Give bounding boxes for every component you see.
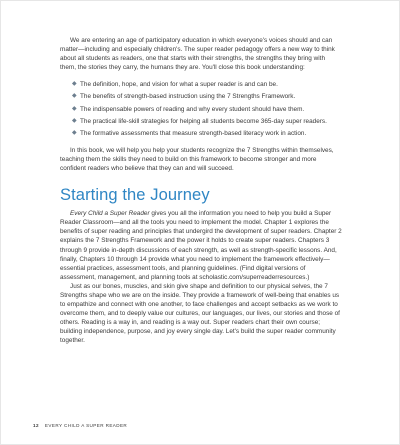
section-heading: Starting the Journey: [60, 186, 210, 205]
diamond-bullet-icon: ◆: [72, 93, 77, 100]
final-paragraph: Just as our bones, muscles, and skin give shape and definition to our physical selves, the 7 Strengths shape who we are on the inside. They provide a framework of well-being that enables us to empathize and connect with one another, to face challenges and accept setbacks as we work to overcome them, and to deeply value our cultures, our languages, our lives, our stories and those of others. Reading is a way in, and reading is a way out. Super readers chart their own course; building independence, purpose, and joy every single day. Let's build the super reader community together.: [60, 282, 340, 345]
diamond-bullet-icon: ◆: [72, 105, 77, 112]
page-content: [60, 36, 342, 346]
diamond-bullet-icon: ◆: [72, 81, 77, 88]
list-item-text: The definition, hope, and vision for what a super reader is and can be.: [80, 81, 278, 89]
diamond-bullet-icon: ◆: [72, 117, 77, 124]
list-item: [72, 105, 342, 114]
list-item: [72, 117, 342, 126]
diamond-bullet-icon: ◆: [72, 129, 77, 136]
intro-paragraph: We are entering an age of participatory education in which everyone's voices should and can matter—including and especially children's. The super reader pedagogy offers a new way to think about all students as readers, one that starts with their strengths, the strengths they bring with them, the stories they carry, the humans they are. You'll close this book understanding:: [60, 37, 335, 72]
running-title: EVERY CHILD A SUPER READER: [44, 423, 128, 428]
book-title-italic: Every Child a Super Reader: [70, 210, 150, 218]
learning-outcomes-list: [60, 80, 342, 137]
list-item-text: The indispensable powers of reading and why every student should have them.: [80, 105, 305, 113]
list-item: [72, 80, 342, 89]
list-item-text: The benefits of strength-based instruction using the 7 Strengths Framework.: [80, 93, 296, 101]
list-item: [72, 129, 342, 138]
journey-paragraph-text: gives you all the information you need to help you build a Super Reader Classroom—and all the tools you need to implement the model. Chapter 1 explores the benefits of super reading and principles that undergird the development of super readers. Chapter 2 explains the 7 Strengths Framework and the power it holds to create super readers. Chapters 3 through 9 provide in-depth discussions of each strength, as well as strength-specific lessons. And, finally, Chapters 10 through 14 provide what you need to implement the framework effectively—essential practices, assessment tools, and planning guidelines. (Find digital versions of assessment, management, and planning tools at scholastic.com/superreaderresources.): [60, 210, 342, 281]
journey-paragraph: [60, 209, 342, 282]
list-item: [72, 92, 342, 101]
after-list-paragraph: In this book, we will help you help your students recognize the 7 Strengths within themselves, teaching them the skills they need to build on this framework to become stronger and more confident readers who believe that they can and will succeed.: [60, 146, 334, 173]
page-number: 12: [33, 423, 39, 428]
list-item-text: The practical life-skill strategies for helping all students become 365-day super readers.: [80, 117, 327, 125]
list-item-text: The formative assessments that measure strength-based literacy work in action.: [80, 129, 307, 137]
page-footer: [33, 423, 127, 428]
